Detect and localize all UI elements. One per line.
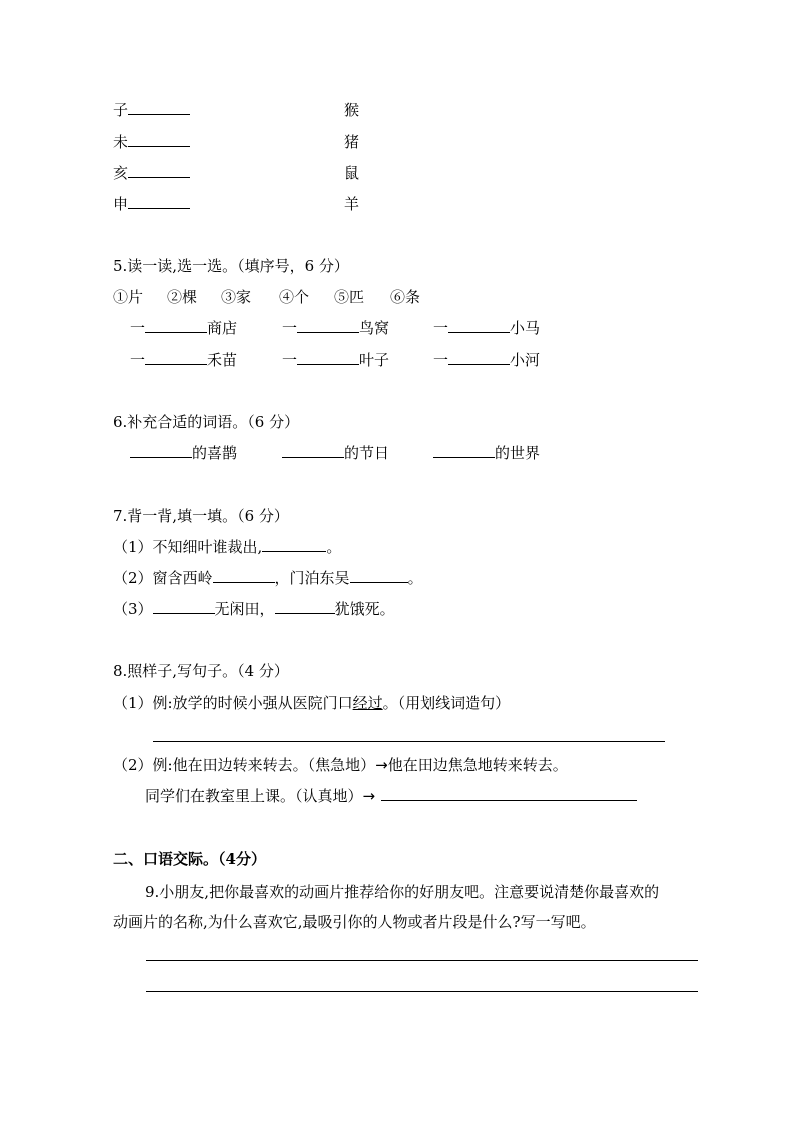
- q8-example-2: （2）例:他在田边转来转去。（焦急地）→他在田边焦急地转来转去。: [113, 756, 568, 774]
- answer-blank[interactable]: [381, 786, 637, 801]
- answer-line[interactable]: [146, 991, 698, 992]
- branch-label: 亥: [113, 164, 129, 182]
- arrow-icon: →: [362, 787, 376, 805]
- q8-title: 8.照样子,写句子。（4 分）: [113, 662, 289, 680]
- answer-blank[interactable]: [145, 350, 207, 365]
- section-heading: 二、口语交际。（4分）: [113, 850, 266, 868]
- q9-text-line-2: 动画片的名称,为什么喜欢它,最吸引你的人物或者片段是什么?写一写吧。: [113, 913, 596, 931]
- answer-blank[interactable]: [448, 350, 510, 365]
- answer-blank[interactable]: [350, 568, 408, 583]
- zodiac-row: [113, 100, 190, 120]
- option: ②棵: [167, 288, 198, 306]
- q7-line-2: （2）窗含西岭 ，门泊东吴 。: [113, 569, 423, 587]
- answer-blank[interactable]: [130, 443, 192, 458]
- answer-blank[interactable]: [282, 443, 344, 458]
- zodiac-row: [113, 163, 190, 183]
- q6-item: 的世界: [433, 443, 540, 463]
- branch-label: 子: [113, 101, 129, 119]
- zodiac-row: [113, 194, 190, 214]
- q8-task-2: 同学们在教室里上课。（认真地）→: [145, 786, 637, 806]
- animal-label: 猴: [344, 101, 360, 119]
- arrow-icon: →: [375, 756, 388, 774]
- answer-blank[interactable]: [128, 194, 190, 209]
- animal-label: 鼠: [344, 164, 360, 182]
- option: ④个: [279, 288, 310, 306]
- q5-options: [113, 287, 420, 307]
- answer-blank[interactable]: [275, 599, 335, 614]
- answer-blank[interactable]: [128, 100, 190, 115]
- option: ⑤匹: [334, 288, 365, 306]
- answer-line[interactable]: [153, 741, 665, 742]
- answer-blank[interactable]: [128, 163, 190, 178]
- answer-blank[interactable]: [213, 568, 275, 583]
- q5-item: 一 叶子: [282, 351, 390, 369]
- answer-blank[interactable]: [448, 318, 510, 333]
- answer-blank[interactable]: [128, 132, 190, 147]
- answer-blank[interactable]: [262, 537, 326, 552]
- q6-item: 的喜鹊: [130, 443, 237, 463]
- option: ①片: [113, 288, 144, 306]
- answer-blank[interactable]: [433, 443, 495, 458]
- q5-item: 一 商店: [130, 319, 238, 337]
- q5-item: 一 鸟窝: [282, 319, 390, 337]
- q6-item: 的节日: [282, 443, 389, 463]
- answer-blank[interactable]: [297, 350, 359, 365]
- answer-blank[interactable]: [153, 599, 215, 614]
- underlined-word: 经过: [352, 694, 383, 712]
- q7-line-3: （3） 无闲田， 犹饿死。: [113, 600, 395, 618]
- zodiac-row: [113, 132, 190, 152]
- q5-item: 一 小马: [433, 319, 541, 337]
- q8-example-1: （1）例:放学的时候小强从医院门口经过。（用划线词造句）: [113, 694, 511, 712]
- q9-text-line-1: 9.小朋友,把你最喜欢的动画片推荐给你的好朋友吧。注意要说清楚你最喜欢的: [145, 883, 660, 901]
- q7-title: 7.背一背,填一填。（6 分）: [113, 507, 289, 525]
- option: ③家: [221, 288, 252, 306]
- answer-blank[interactable]: [145, 318, 207, 333]
- option: ⑥条: [390, 288, 421, 306]
- answer-line[interactable]: [146, 960, 698, 961]
- q5-item: 一 禾苗: [130, 351, 238, 369]
- q6-title: 6.补充合适的词语。（6 分）: [113, 413, 300, 431]
- q7-line-1: （1）不知细叶谁裁出, 。: [113, 538, 342, 556]
- branch-label: 未: [113, 133, 129, 151]
- animal-label: 羊: [344, 195, 360, 213]
- branch-label: 申: [113, 195, 129, 213]
- answer-blank[interactable]: [297, 318, 359, 333]
- animal-label: 猪: [344, 133, 360, 151]
- q5-item: 一 小河: [433, 351, 541, 369]
- q5-title: 5.读一读,选一选。（填序号，6 分）: [113, 257, 349, 275]
